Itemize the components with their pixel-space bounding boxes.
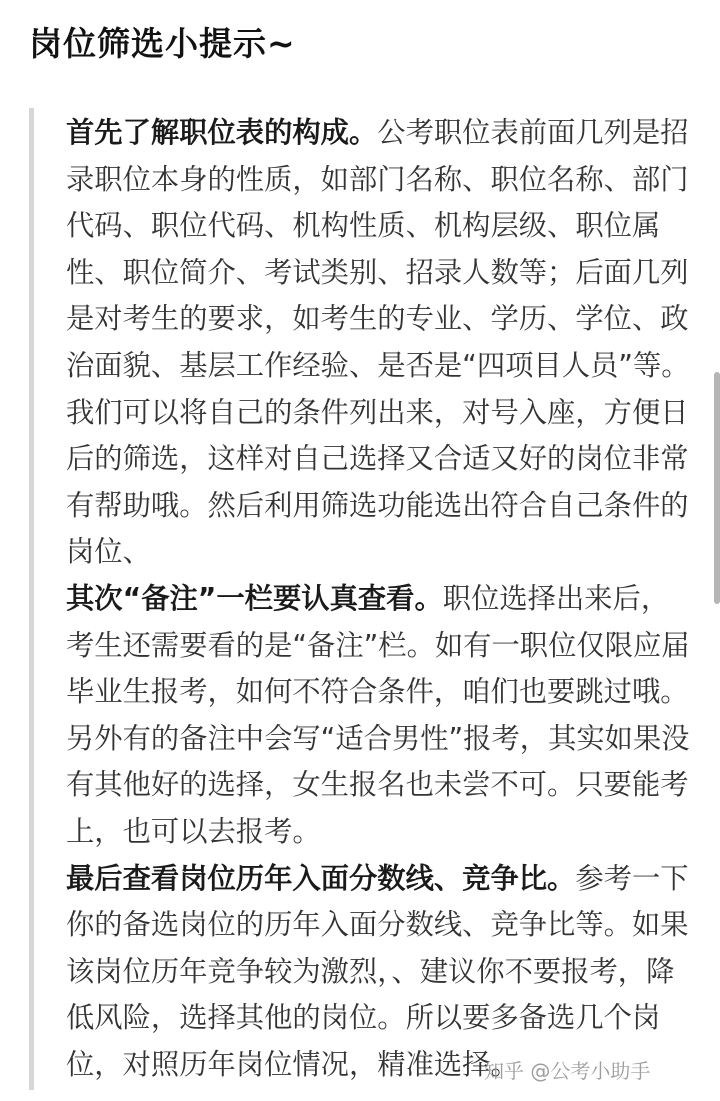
blockquote (66, 110, 696, 1088)
paragraph-history (66, 856, 696, 1089)
blockquote-bar (29, 108, 34, 1090)
paragraph-heading: 首先了解职位表的构成。 (66, 116, 378, 149)
watermark: 知乎 @公考小助手 (484, 1059, 651, 1083)
article-title: 岗位筛选小提示~ (29, 24, 296, 63)
paragraph-text: 参考一下你的备选岗位的历年入面分数线、竞争比等。如果该岗位历年竞争较为激烈，、建议你不要报考，降低风险，选择其他的岗位。所以要多备选几个岗位，对照历年岗位情况，精准选择。 (66, 861, 689, 1081)
paragraph-heading: 最后查看岗位历年入面分数线、竞争比。 (66, 861, 576, 895)
paragraph-text: 职位选择出来后，考生还需要看的是“备注”栏。如有一职位仅限应届毕业生报考，如何不符合条件，咱们也要跳过哦。另外有的备注中会写“适合男性”报考，其实如果没有其他好的选择，女生报名也未尝不可。只要能考上，也可以去报考。 (66, 581, 690, 848)
scrollbar-thumb[interactable] (714, 372, 720, 604)
paragraph-text: 公考职位表前面几列是招录职位本身的性质，如部门名称、职位名称、部门代码、职位代码、机构性质、机构层级、职位属性、职位简介、考试类别、招录人数等；后面几列是对考生的要求，如考生的专业、学历、学位、政治面貌、基层工作经验、是否是“四项目人员”等。我们可以将自己的条件列出来，对号入座，方便日后的筛选，这样对自己选择又合适又好的岗位非常有帮助哦。然后利用筛选功能选出符合自己条件的岗位、 (66, 116, 690, 569)
paragraph-heading: 其次“备注”一栏要认真查看。 (66, 581, 443, 615)
paragraph-notes (66, 576, 696, 856)
paragraph-structure (66, 110, 696, 576)
